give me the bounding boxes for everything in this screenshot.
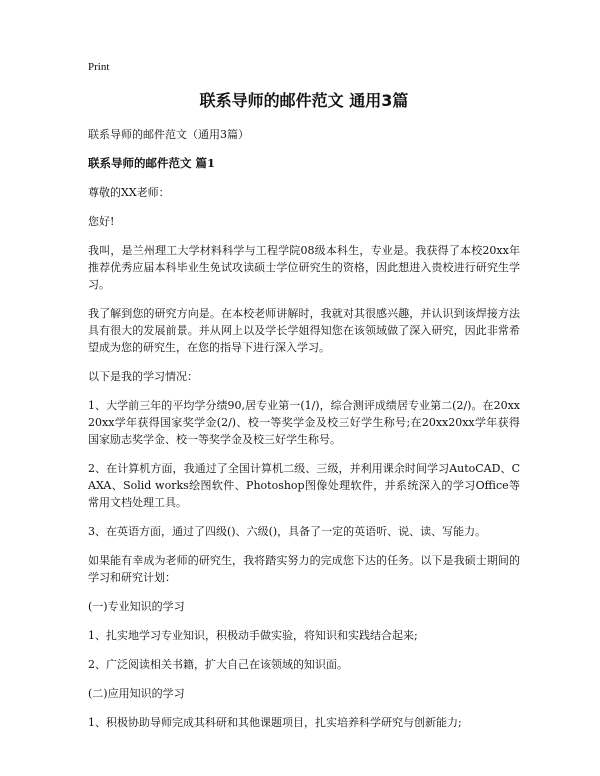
study-status-heading: 以下是我的学习情况： (88, 370, 198, 383)
section-heading: 联系导师的邮件范文 篇1 (88, 156, 216, 170)
list-item-grades: 1、大学前三年的平均学分绩90,居专业第一(1/)，综合测评成绩居专业第二(2/)。在20xx20xx学年获得国家奖学金(2/)、校一等奖学金及校三好学生称号;在20xx20xx学年获得国家励志奖学金、校一等奖学金及校三好学生称号。 (88, 399, 520, 446)
document-subtitle: 联系导师的邮件范文（通用3篇） (88, 128, 249, 141)
intro-paragraph: 我叫，是兰州理工大学材料科学与工程学院08级本科生，专业是。我获得了本校20xx年推荐优秀应届本科毕业生免试攻读硕士学位研究生的资格，因此想进入贵校进行研究生学习。 (88, 244, 520, 291)
document-page (88, 60, 520, 743)
greeting: 您好! (88, 215, 115, 228)
list-item-computer: 2、在计算机方面，我通过了全国计算机二级、三级，并利用课余时间学习AutoCAD、CAXA、Solid works绘图软件、Photoshop图像处理软件，并系统深入的学习Office等常用文档处理工具。 (88, 462, 520, 509)
plan-intro-paragraph: 如果能有幸成为老师的研究生，我将踏实努力的完成您下达的任务。以下是我硕士期间的学习和研究计划： (88, 554, 520, 584)
list-item-study-1: 1、扎实地学习专业知识，积极动手做实验，将知识和实践结合起来; (88, 629, 418, 642)
print-label: Print (88, 61, 110, 73)
research-interest-paragraph: 我了解到您的研究方向是。在本校老师讲解时，我就对其很感兴趣，并认识到该焊接方法具有很大的发展前景。并从网上以及学长学姐得知您在该领域做了深入研究，因此非常希望成为您的研究生，在您的指导下进行深入学习。 (88, 307, 520, 354)
list-item-study-2: 2、广泛阅读相关书籍，扩大自己在该领域的知识面。 (88, 658, 348, 671)
list-item-english: 3、在英语方面，通过了四级()、六级()，具备了一定的英语听、说、读、写能力。 (88, 525, 487, 538)
document-title: 联系导师的邮件范文 通用3篇 (199, 91, 409, 110)
subsection-applied-knowledge: (二)应用知识的学习 (88, 687, 185, 700)
subsection-professional-knowledge: (一)专业知识的学习 (88, 600, 185, 613)
list-item-applied-1: 1、积极协助导师完成其科研和其他课题项目，扎实培养科学研究与创新能力; (88, 716, 462, 729)
salutation: 尊敬的XX老师： (88, 186, 170, 199)
